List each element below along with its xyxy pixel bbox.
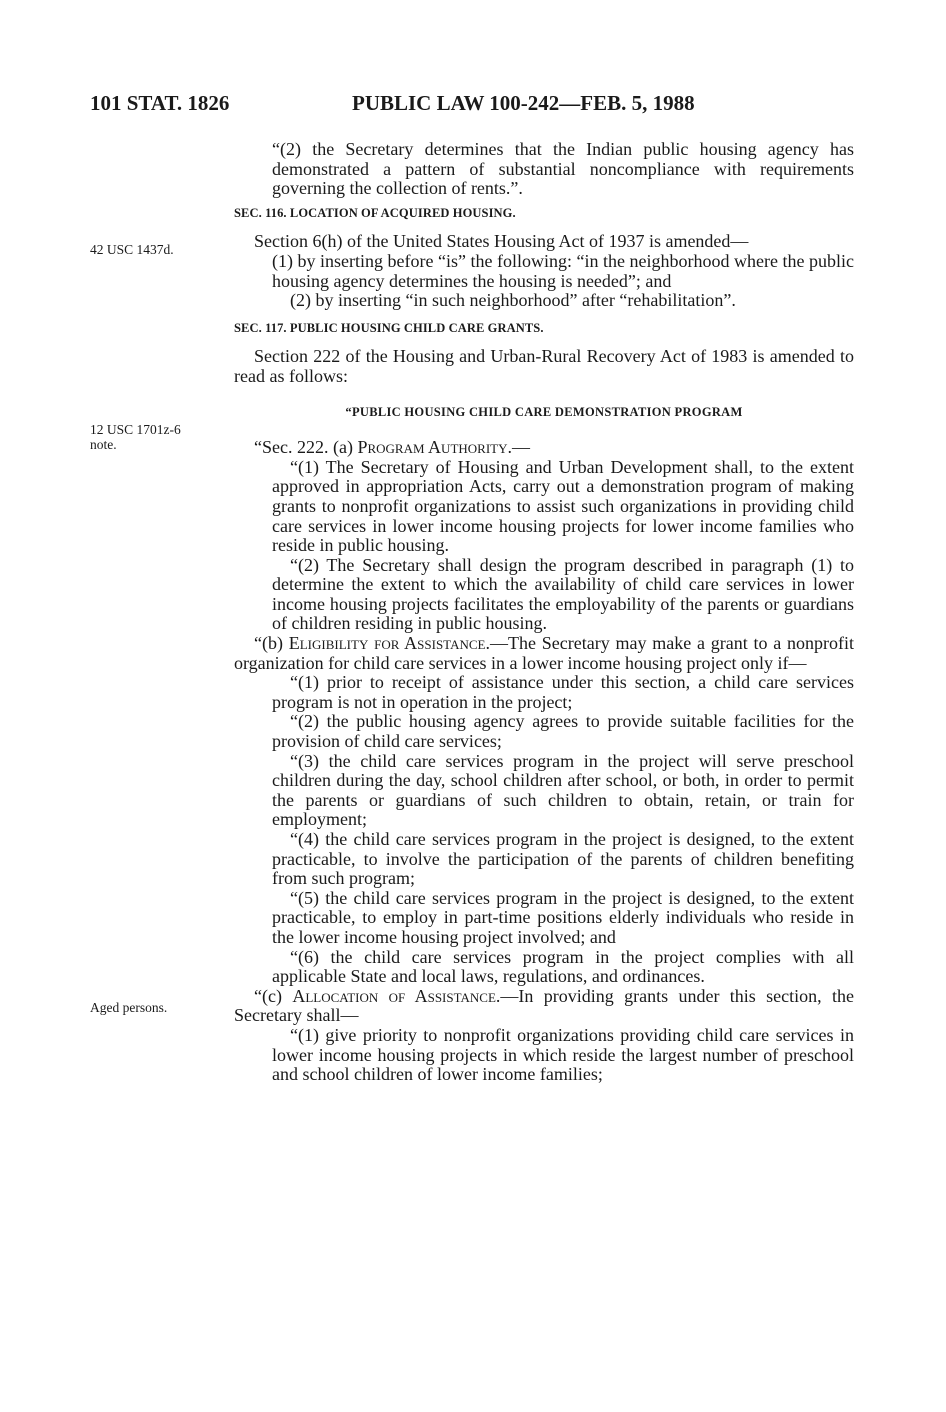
margin-note-usc-1701z: 12 USC 1701z-6: [90, 422, 181, 437]
section-117-heading: SEC. 117. PUBLIC HOUSING CHILD CARE GRANTS.: [234, 320, 544, 335]
paragraph-c-prefix: “(c): [254, 985, 293, 1006]
paragraph-insert-is: (1) by inserting before “is” the following: “in the neighborhood where the public housing agency determines the housing is needed”; and: [272, 250, 854, 291]
paragraph-a-1: “(1) The Secretary of Housing and Urban Development shall, to the extent approved in appropriation Acts, carry out a demonstration program of making grants to nonprofit organizations to assist such organizations in providing child care services in lower income housing projects for lower income families who reside in public housing.: [272, 456, 854, 556]
paragraph-a-2: “(2) The Secretary shall design the program described in paragraph (1) to determine the extent to which the availability of child care services in lower income housing projects facilitates the employability of the parents or guardians of children residing in public housing.: [272, 554, 854, 634]
paragraph-b-3: “(3) the child care services program in the project will serve preschool children during the day, school children after school, or both, in order to permit the parents or guardians of such children to obtain, retain, or train for employment;: [272, 750, 854, 830]
paragraph-sec-222-a: [234, 438, 854, 458]
margin-note-usc-1437d: 42 USC 1437d.: [90, 242, 174, 257]
program-authority-caption: Program Authority: [357, 437, 508, 458]
margin-note-aged-persons: Aged persons.: [90, 1000, 168, 1015]
paragraph-c-1: “(1) give priority to nonprofit organizations providing child care services in lower income housing projects in which reside the largest number of preschool and school children of lower income families;: [272, 1024, 854, 1085]
program-heading: “PUBLIC HOUSING CHILD CARE DEMONSTRATION PROGRAM: [345, 404, 743, 419]
sec-222-prefix: “Sec. 222. (a): [254, 437, 358, 458]
document-body: [234, 140, 854, 1085]
paragraph-b-text: .—The Secretary may make a grant to a nonprofit organization for child care services in a lower income housing project only if—: [234, 633, 854, 673]
paragraph-c: [234, 987, 854, 1026]
paragraph-b-5: “(5) the child care services program in the project is designed, to the extent practicable, to employ in part-time positions elderly individuals who reside in the lower income housing project involved; and: [272, 887, 854, 947]
statute-page-number: 101 STAT. 1826: [90, 91, 230, 115]
paragraph-insert-neighborhood: [234, 291, 854, 311]
paragraph-b-6: “(6) the child care services program in the project complies with all applicable State and local laws, regulations, and ordinances.: [272, 946, 854, 987]
paragraph-indian-housing: “(2) the Secretary determines that the Indian public housing agency has demonstrated a pattern of substantial noncompliance with requirements governing the collection of rents.”.: [272, 139, 854, 199]
section-116-heading: SEC. 116. LOCATION OF ACQUIRED HOUSING.: [234, 205, 516, 220]
paragraph-b: [234, 634, 854, 673]
paragraph-b-2: “(2) the public housing agency agrees to provide suitable facilities for the provision of child care services;: [272, 711, 854, 752]
public-law-header: PUBLIC LAW 100-242—FEB. 5, 1988: [352, 91, 695, 115]
sec-222-suffix: .—: [507, 437, 530, 458]
paragraph-b-4: “(4) the child care services program in the project is designed, to the extent practicable, to involve the participation of the parents of children benefiting from such program;: [272, 829, 854, 889]
paragraph-section-6h: Section 6(h) of the United States Housing Act of 1937 is amended—: [254, 231, 749, 252]
allocation-caption: Allocation of Assistance: [292, 985, 496, 1006]
paragraph-c-text: .—In providing grants under this section, the Secretary shall—: [234, 985, 854, 1026]
eligibility-caption: Eligibility for Assistance: [288, 633, 486, 654]
paragraph-b-1: “(1) prior to receipt of assistance under this section, a child care services program is not in operation in the project;: [272, 672, 854, 712]
paragraph-b-prefix: “(b): [254, 633, 289, 654]
margin-note-note: note.: [90, 437, 117, 452]
paragraph-section-222: Section 222 of the Housing and Urban-Rural Recovery Act of 1983 is amended to read as follows:: [234, 346, 854, 386]
paragraph-insert-neighborhood-text: (2) by inserting “in such neighborhood” after “rehabilitation”.: [290, 290, 736, 311]
